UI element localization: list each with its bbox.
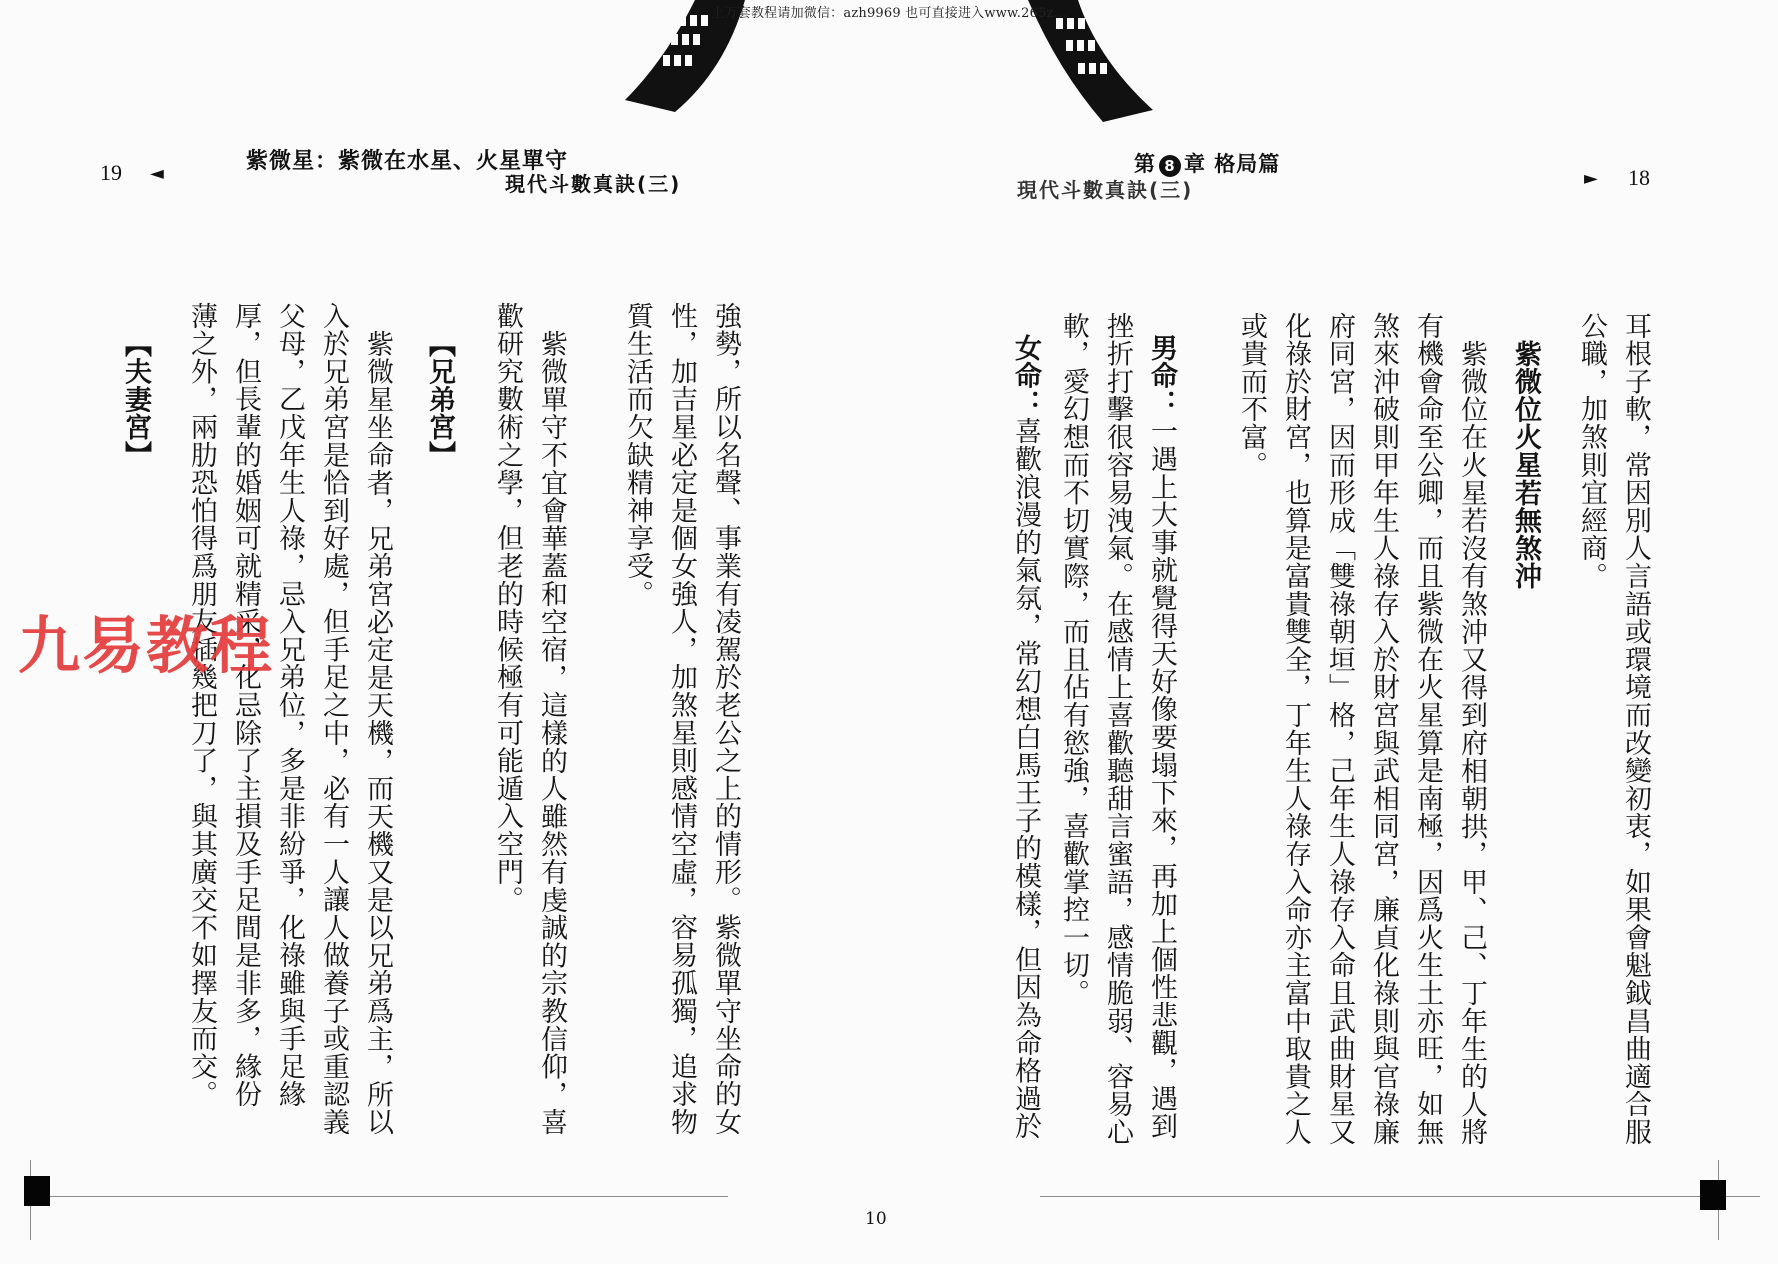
male-destiny-text: 一遇上大事就覺得天好像要塌下來，再加上個性悲觀，遇到	[1146, 417, 1177, 1141]
text-column-male-destiny	[1148, 334, 1175, 1140]
text-column-07: 府同宮，因而形成「雙祿朝垣」格，己年生人祿存入命且武曲財星又	[1324, 312, 1355, 1146]
crop-mark-line	[28, 1196, 728, 1197]
right-page-number: 18	[1628, 165, 1650, 190]
left-header-subtitle: 現代斗數真訣(三)	[505, 172, 682, 196]
chapter-number-badge: 8	[1159, 155, 1181, 177]
site-logo: 九易教程	[18, 609, 275, 682]
bottom-page-number: 10	[865, 1209, 887, 1229]
right-arrow-icon: ►	[1584, 168, 1598, 189]
text-column-20: 紫微星坐命者，兄弟宮必定是天機，而天機又是以兄弟爲主，所以	[362, 330, 393, 1137]
text-column-09: 或貴而不富。	[1236, 312, 1267, 479]
text-column-01: 耳根子軟，常因別人言語或環境而改變初衷，如果會魁鉞昌曲適合服	[1620, 312, 1651, 1146]
text-column-22: 父母，乙戊年生人祿，忌入兄弟位，多是非紛爭，化祿雖與手足緣	[274, 302, 305, 1109]
left-header-title: 紫微星：紫微在水星、火星單守	[246, 149, 569, 174]
female-destiny-text: 喜歡浪漫的氣氛，常幻想白馬王子的模樣，但因為命格過於	[1010, 417, 1041, 1141]
crop-mark-square-right	[1700, 1180, 1726, 1210]
text-column-14: 強勢，所以名聲、事業有凌駕於老公之上的情形。紫微單守坐命的女	[710, 302, 741, 1136]
section-heading-spouse-palace: 【夫妻宮】	[120, 330, 151, 469]
right-header-subtitle: 現代斗數真訣(三)	[1017, 178, 1194, 202]
chapter-label: 第	[1134, 152, 1156, 176]
text-column-11: 挫折打擊很容易洩氣。在感情上喜歡聽甜言蜜語，感情脆弱、容易心	[1102, 312, 1133, 1146]
text-column-12: 軟，愛幻想而不切實際，而且佔有慾強，喜歡掌控一切。	[1058, 312, 1089, 1007]
male-destiny-label: 男命：	[1146, 334, 1177, 418]
left-page-number: 19	[100, 160, 122, 185]
text-column-08: 化祿於財宮，也算是富貴雙全，丁年生人祿存入命亦主富中取貴之人	[1280, 312, 1311, 1146]
left-arrow-icon: ◄	[150, 163, 164, 184]
text-column-05: 有機會命至公卿，而且紫微在火星算是南極，因爲火生土亦旺，如無	[1412, 312, 1443, 1146]
text-column-15: 性，加吉星必定是個女強人，加煞星則感情空虛，容易孤獨，追求物	[666, 302, 697, 1136]
text-column-17: 紫微單守不宜會華蓋和空宿，這樣的人雖然有虔誠的宗教信仰，喜	[536, 330, 567, 1137]
crop-mark-square-left	[24, 1176, 50, 1206]
section-heading-siblings-palace: 【兄弟宮】	[424, 330, 455, 469]
top-watermark-text: 上万套教程请加微信：azh9969 也可直接进入www.265z...	[711, 6, 1067, 21]
text-column-18: 歡研究數術之學，但老的時候極有可能遁入空門。	[492, 302, 523, 914]
crop-mark-line	[1040, 1196, 1760, 1197]
text-column-16: 質生活而欠缺精神享受。	[622, 302, 653, 608]
chapter-title: 章 格局篇	[1184, 152, 1281, 176]
text-column-04: 紫微位在火星若沒有煞沖又得到府相朝拱，甲、己、丁年生的人將	[1456, 340, 1487, 1147]
text-column-23: 厚，但長輩的婚姻可就精采，化忌除了主損及手足間是非多，緣份	[230, 302, 261, 1109]
female-destiny-label: 女命：	[1010, 334, 1041, 418]
text-column-21: 入於兄弟宮是恰到好處，但手足之中，必有一人讓人做養子或重認義	[318, 302, 349, 1136]
section-heading-ziwei-fire-star: 紫微位火星若無煞沖	[1510, 340, 1541, 591]
text-column-06: 煞來沖破則甲年生人祿存入於財宮與武相同宮，廉貞化祿則與官祿廉	[1368, 312, 1399, 1146]
text-column-24: 薄之外，兩肋恐怕得爲朋友插幾把刀了，與其廣交不如擇友而交。	[186, 302, 217, 1109]
text-column-female-destiny	[1012, 334, 1039, 1140]
text-column-02: 公職，加煞則宜經商。	[1576, 312, 1607, 590]
